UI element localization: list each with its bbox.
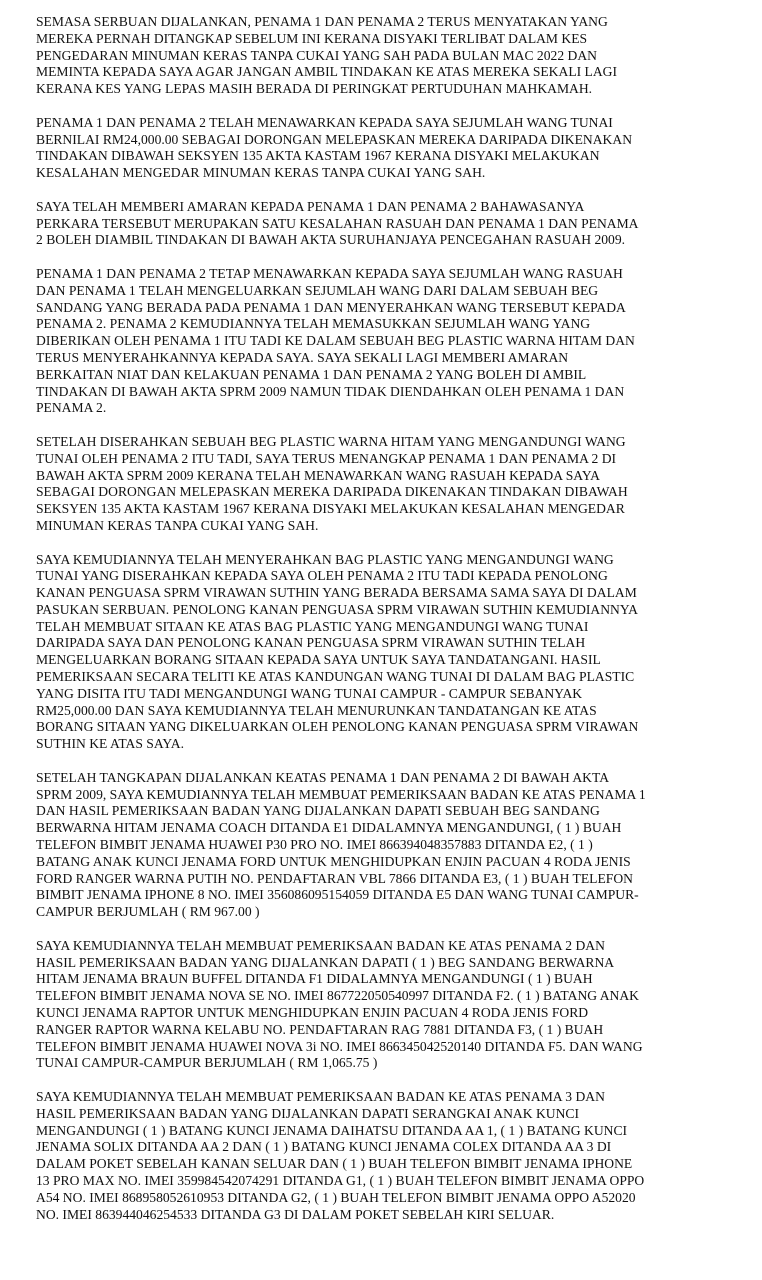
paragraph-7: SETELAH TANGKAPAN DIJALANKAN KEATAS PENAMA 1 DAN PENAMA 2 DI BAWAH AKTA SPRM 2009, SAYA KEMUDIANNYA TELAH MEMBUAT PEMERIKSAAN BADAN KE ATAS PENAMA 1 DAN HASIL PEMERIKSAAN BADAN YANG DIJALANKAN DAPATI SEBUAH BEG SANDANG BERWARNA HITAM JENAMA COACH DITANDA E1 DIDALAMNYA MENGANDUNGI, ( 1 ) BUAH TELEFON BIMBIT JENAMA HUAWEI P30 PRO NO. IMEI 866394048357883 DITANDA E2, ( 1 ) BATANG ANAK KUNCI JENAMA FORD UNTUK MENGHIDUPKAN ENJIN PACUAN 4 RODA JENIS FORD RANGER WARNA PUTIH NO. PENDAFTARAN VBL 7866 DITANDA E3, ( 1 ) BUAH TELEFON BIMBIT JENAMA IPHONE 8 NO. IMEI 356086095154059 DITANDA E5 DAN WANG TUNAI CAMPUR-CAMPUR BERJUMLAH ( RM 967.00 ) [36, 769, 646, 920]
paragraph-6: SAYA KEMUDIANNYA TELAH MENYERAHKAN BAG PLASTIC YANG MENGANDUNGI WANG TUNAI YANG DISERAHKAN KEPADA SAYA OLEH PENAMA 2 ITU TADI KEPADA PENOLONG KANAN PENGUASA SPRM VIRAWAN SUTHIN YANG BERADA BERSAMA SAMA SAYA DI DALAM PASUKAN SERBUAN. PENOLONG KANAN PENGUASA SPRM VIRAWAN SUTHIN KEMUDIANNYA TELAH MEMBUAT SITAAN KE ATAS BAG PLASTIC YANG MENGANDUNGI WANG TUNAI DARIPADA SAYA DAN PENOLONG KANAN PENGUASA SPRM VIRAWAN SUTHIN TELAH MENGELUARKAN BORANG SITAAN KEPADA SAYA UNTUK SAYA TANDATANGANI. HASIL PEMERIKSAAN SECARA TELITI KE ATAS KANDUNGAN WANG TUNAI DI DALAM BAG PLASTIC YANG DISITA ITU TADI MENGANDUNGI WANG TUNAI CAMPUR - CAMPUR SEBANYAK RM25,000.00 DAN SAYA KEMUDIANNYA TELAH MENURUNKAN TANDATANGAN KE ATAS BORANG SITAAN YANG DIKELUARKAN OLEH PENOLONG KANAN PENGUASA SPRM VIRAWAN SUTHIN KE ATAS SAYA. [36, 551, 639, 752]
paragraph-8: SAYA KEMUDIANNYA TELAH MEMBUAT PEMERIKSAAN BADAN KE ATAS PENAMA 2 DAN HASIL PEMERIKSAAN BADAN YANG DIJALANKAN DAPATI ( 1 ) BEG SANDANG BERWARNA HITAM JENAMA BRAUN BUFFEL DITANDA F1 DIDALAMNYA MENGANDUNGI ( 1 ) BUAH TELEFON BIMBIT JENAMA NOVA SE NO. IMEI 867722050540997 DITANDA F2. ( 1 ) BATANG ANAK KUNCI JENAMA RAPTOR UNTUK MENGHIDUPKAN ENJIN PACUAN 4 RODA JENIS FORD RANGER RAPTOR WARNA KELABU NO. PENDAFTARAN RAG 7881 DITANDA F3, ( 1 ) BUAH TELEFON BIMBIT JENAMA HUAWEI NOVA 3i NO. IMEI 866345042520140 DITANDA F5. DAN WANG TUNAI CAMPUR-CAMPUR BERJUMLAH ( RM 1,065.75 ) [36, 937, 643, 1071]
document-page [36, 14, 646, 1223]
paragraph-9: SAYA KEMUDIANNYA TELAH MEMBUAT PEMERIKSAAN BADAN KE ATAS PENAMA 3 DAN HASIL PEMERIKSAAN BADAN YANG DIJALANKAN DAPATI SERANGKAI ANAK KUNCI MENGANDUNGI ( 1 ) BATANG KUNCI JENAMA DAIHATSU DITANDA AA 1, ( 1 ) BATANG KUNCI JENAMA SOLIX DITANDA AA 2 DAN ( 1 ) BATANG KUNCI JENAMA COLEX DITANDA AA 3 DI DALAM POKET SEBELAH KANAN SELUAR DAN ( 1 ) BUAH TELEFON BIMBIT JENAMA IPHONE 13 PRO MAX NO. IMEI 359984542074291 DITANDA G1, ( 1 ) BUAH TELEFON BIMBIT JENAMA OPPO A54 NO. IMEI 868958052610953 DITANDA G2, ( 1 ) BUAH TELEFON BIMBIT JENAMA OPPO A52020 NO. IMEI 863944046254533 DITANDA G3 DI DALAM POKET SEBELAH KIRI SELUAR. [36, 1089, 645, 1222]
paragraph-1: SEMASA SERBUAN DIJALANKAN, PENAMA 1 DAN PENAMA 2 TERUS MENYATAKAN YANG MEREKA PERNAH DITANGKAP SEBELUM INI KERANA DISYAKI TERLIBAT DALAM KES PENGEDARAN MINUMAN KERAS TANPA CUKAI YANG SAH PADA BULAN MAC 2022 DAN MEMINTA KEPADA SAYA AGAR JANGAN AMBIL TINDAKAN KE ATAS MEREKA SEKALI LAGI KERANA KES YANG LEPAS MASIH BERADA DI PERINGKAT PERTUDUHAN MAHKAMAH. [36, 14, 618, 97]
paragraph-3: SAYA TELAH MEMBERI AMARAN KEPADA PENAMA 1 DAN PENAMA 2 BAHAWASANYA PERKARA TERSEBUT MERUPAKAN SATU KESALAHAN RASUAH DAN PENAMA 1 DAN PENAMA 2 BOLEH DIAMBIL TINDAKAN DI BAWAH AKTA SURUHANJAYA PENCEGAHAN RASUAH 2009. [36, 198, 638, 248]
paragraph-4: PENAMA 1 DAN PENAMA 2 TETAP MENAWARKAN KEPADA SAYA SEJUMLAH WANG RASUAH DAN PENAMA 1 TELAH MENGELUARKAN SEJUMLAH WANG DARI DALAM SEBUAH BEG SANDANG YANG BERADA PADA PENAMA 1 DAN MENYERAHKAN WANG TERSEBUT KEPADA PENAMA 2. PENAMA 2 KEMUDIANNYA TELAH MEMASUKKAN SEJUMLAH WANG YANG DIBERIKAN OLEH PENAMA 1 ITU TADI KE DALAM SEBUAH BEG PLASTIC WARNA HITAM DAN TERUS MENYERAHKANNYA KEPADA SAYA. SAYA SEKALI LAGI MEMBERI AMARAN BERKAITAN NIAT DAN KELAKUAN PENAMA 1 DAN PENAMA 2 YANG BOLEH DI AMBIL TINDAKAN DI BAWAH AKTA SPRM 2009 NAMUN TIDAK DIENDAHKAN OLEH PENAMA 1 DAN PENAMA 2. [36, 265, 635, 416]
paragraph-5: SETELAH DISERAHKAN SEBUAH BEG PLASTIC WARNA HITAM YANG MENGANDUNGI WANG TUNAI OLEH PENAMA 2 ITU TADI, SAYA TERUS MENANGKAP PENAMA 1 DAN PENAMA 2 DI BAWAH AKTA SPRM 2009 KERANA TELAH MENAWARKAN WANG RASUAH KEPADA SAYA SEBAGAI DORONGAN MELEPASKAN MEREKA DARIPADA DIKENAKAN TINDAKAN DIBAWAH SEKSYEN 135 AKTA KASTAM 1967 KERANA DISYAKI MELAKUKAN KESALAHAN MENGEDAR MINUMAN KERAS TANPA CUKAI YANG SAH. [36, 433, 628, 533]
paragraph-2: PENAMA 1 DAN PENAMA 2 TELAH MENAWARKAN KEPADA SAYA SEJUMLAH WANG TUNAI BERNILAI RM24,000.00 SEBAGAI DORONGAN MELEPASKAN MEREKA DARIPADA DIKENAKAN TINDAKAN DIBAWAH SEKSYEN 135 AKTA KASTAM 1967 KERANA DISYAKI MELAKUKAN KESALAHAN MENGEDAR MINUMAN KERAS TANPA CUKAI YANG SAH. [36, 114, 633, 181]
